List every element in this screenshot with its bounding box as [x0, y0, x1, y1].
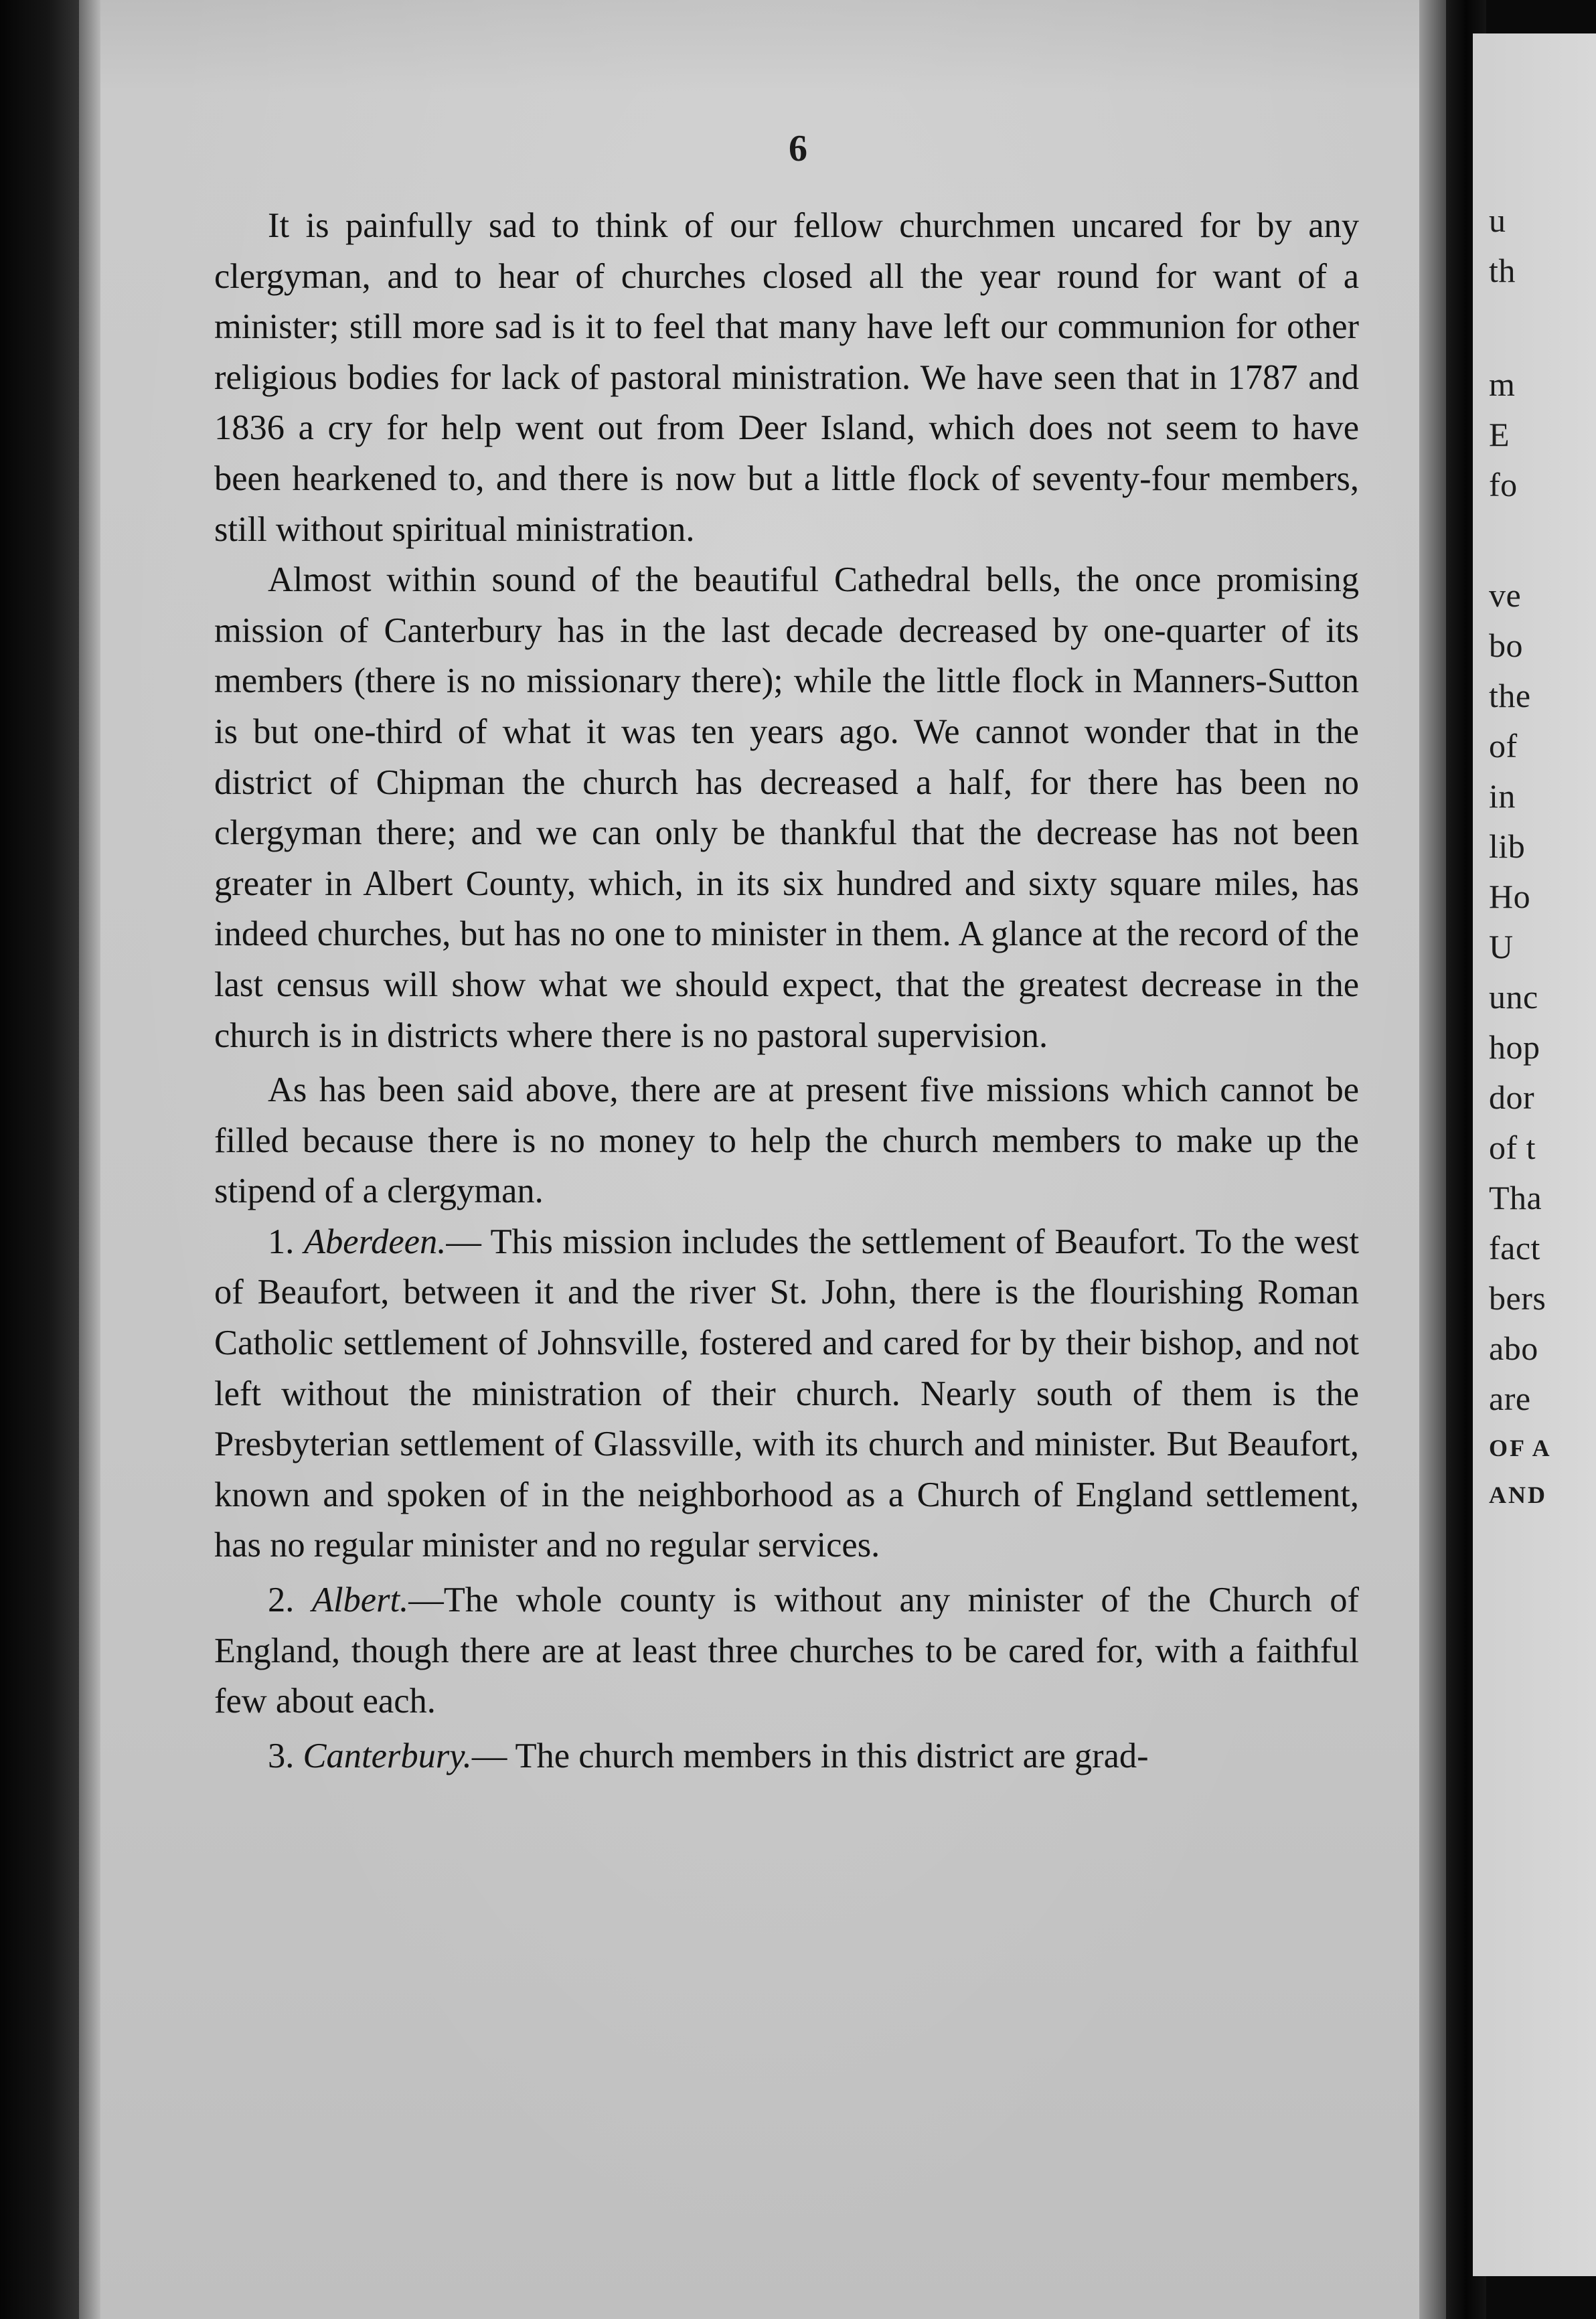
mission-title: Canterbury.	[303, 1736, 472, 1775]
mission-number: 2.	[268, 1581, 295, 1620]
mission-text: —The whole county is without any minister of the Church of England, though there are at least three churches to be cared for, with a faithful few about each.	[214, 1581, 1359, 1721]
paragraph: As has been said above, there are at present five missions which cannot be filled because there is no money to help the church members to make up the stipend of a clergyman.	[214, 1070, 1359, 1211]
next-page-fragment: bers	[1489, 1279, 1546, 1317]
next-page-fragment: u	[1489, 202, 1506, 239]
mission-title: Aberdeen.	[303, 1222, 447, 1261]
next-page-fragment: E	[1489, 416, 1510, 453]
next-page-fragment: lib	[1489, 827, 1526, 865]
next-page-fragment: fo	[1489, 466, 1518, 503]
next-page-fragment: Ho	[1489, 878, 1531, 915]
page-number: 6	[789, 128, 807, 169]
mission-item-canterbury	[214, 1731, 1359, 1782]
next-page-fragment: bo	[1489, 627, 1523, 664]
next-page-fragment: hop	[1489, 1028, 1540, 1066]
mission-number: 1.	[268, 1222, 295, 1261]
mission-title: Albert.	[311, 1581, 409, 1620]
mission-item-aberdeen	[214, 1217, 1359, 1571]
next-page-fragment: unc	[1489, 978, 1538, 1016]
page-edge-shadow	[1419, 0, 1446, 2319]
next-page-fragment: U	[1489, 928, 1514, 965]
mission-number: 3.	[268, 1736, 295, 1775]
next-page-fragment: m	[1489, 366, 1516, 403]
next-page-fragment: Tha	[1489, 1179, 1542, 1216]
mission-text: — This mission includes the settlement of Beaufort. To the west of Beaufort, between it and the river St. John, there is the flourishing Roman Catholic settlement of Johnsville, fostered and cared for by their bishop, and not left without the ministration of their church. Nearly south of them is the Presbyterian settlement of Glassville, with its church and minister. But Beaufort, known and spoken of in the neighborhood as a Church of England settlement, has no regular minister and no regular services.	[214, 1222, 1360, 1565]
scan-left-edge	[0, 0, 87, 2319]
paragraph: It is painfully sad to think of our fellow churchmen uncared for by any clergyman, and to hear of churches closed all the year round for want of a minister; still more sad is it to feel that many have left our communion for other religious bodies for lack of pastoral ministration. We have seen that in 1787 and 1836 a cry for help went out from Deer Island, which does not seem to have been hearkened to, and there is now but a little flock of seventy-four members, still without spiritual ministration.	[214, 206, 1359, 549]
next-page-fragment: in	[1489, 777, 1516, 815]
body-text	[214, 201, 1359, 1781]
mission-item-albert	[214, 1575, 1359, 1727]
mission-text: — The church members in this district are grad-	[471, 1736, 1149, 1775]
next-page-fragment: of t	[1489, 1129, 1536, 1166]
next-page-fragment: OF A	[1489, 1435, 1552, 1461]
next-page-fragment: are	[1489, 1380, 1531, 1417]
next-page-fragment: the	[1489, 677, 1531, 714]
next-page-fragment: dor	[1489, 1078, 1535, 1116]
next-page-partial	[1473, 33, 1596, 2276]
next-page-fragment: fact	[1489, 1229, 1540, 1267]
next-page-fragment: ve	[1489, 576, 1522, 614]
paragraph: Almost within sound of the beautiful Cathedral bells, the once promising mission of Canterbury has in the last decade decreased by one-quarter of its members (there is no missionary there); while the little flock in Manners-Sutton is but one-third of what it was ten years ago. We cannot wonder that in the district of Chipman the church has decreased a half, for there has been no clergyman there; and we can only be thankful that the decrease has not been greater in Albert County, which, in its six hundred and sixty square miles, has indeed churches, but has no one to minister in them. A glance at the record of the last census will show what we should expect, that the greatest decrease in the church is in districts where there is no pastoral supervision.	[214, 560, 1359, 1055]
next-page-fragment: th	[1489, 252, 1516, 289]
next-page-fragment: of	[1489, 727, 1518, 765]
next-page-fragment: AND	[1489, 1482, 1547, 1508]
next-page-fragment: abo	[1489, 1330, 1538, 1367]
